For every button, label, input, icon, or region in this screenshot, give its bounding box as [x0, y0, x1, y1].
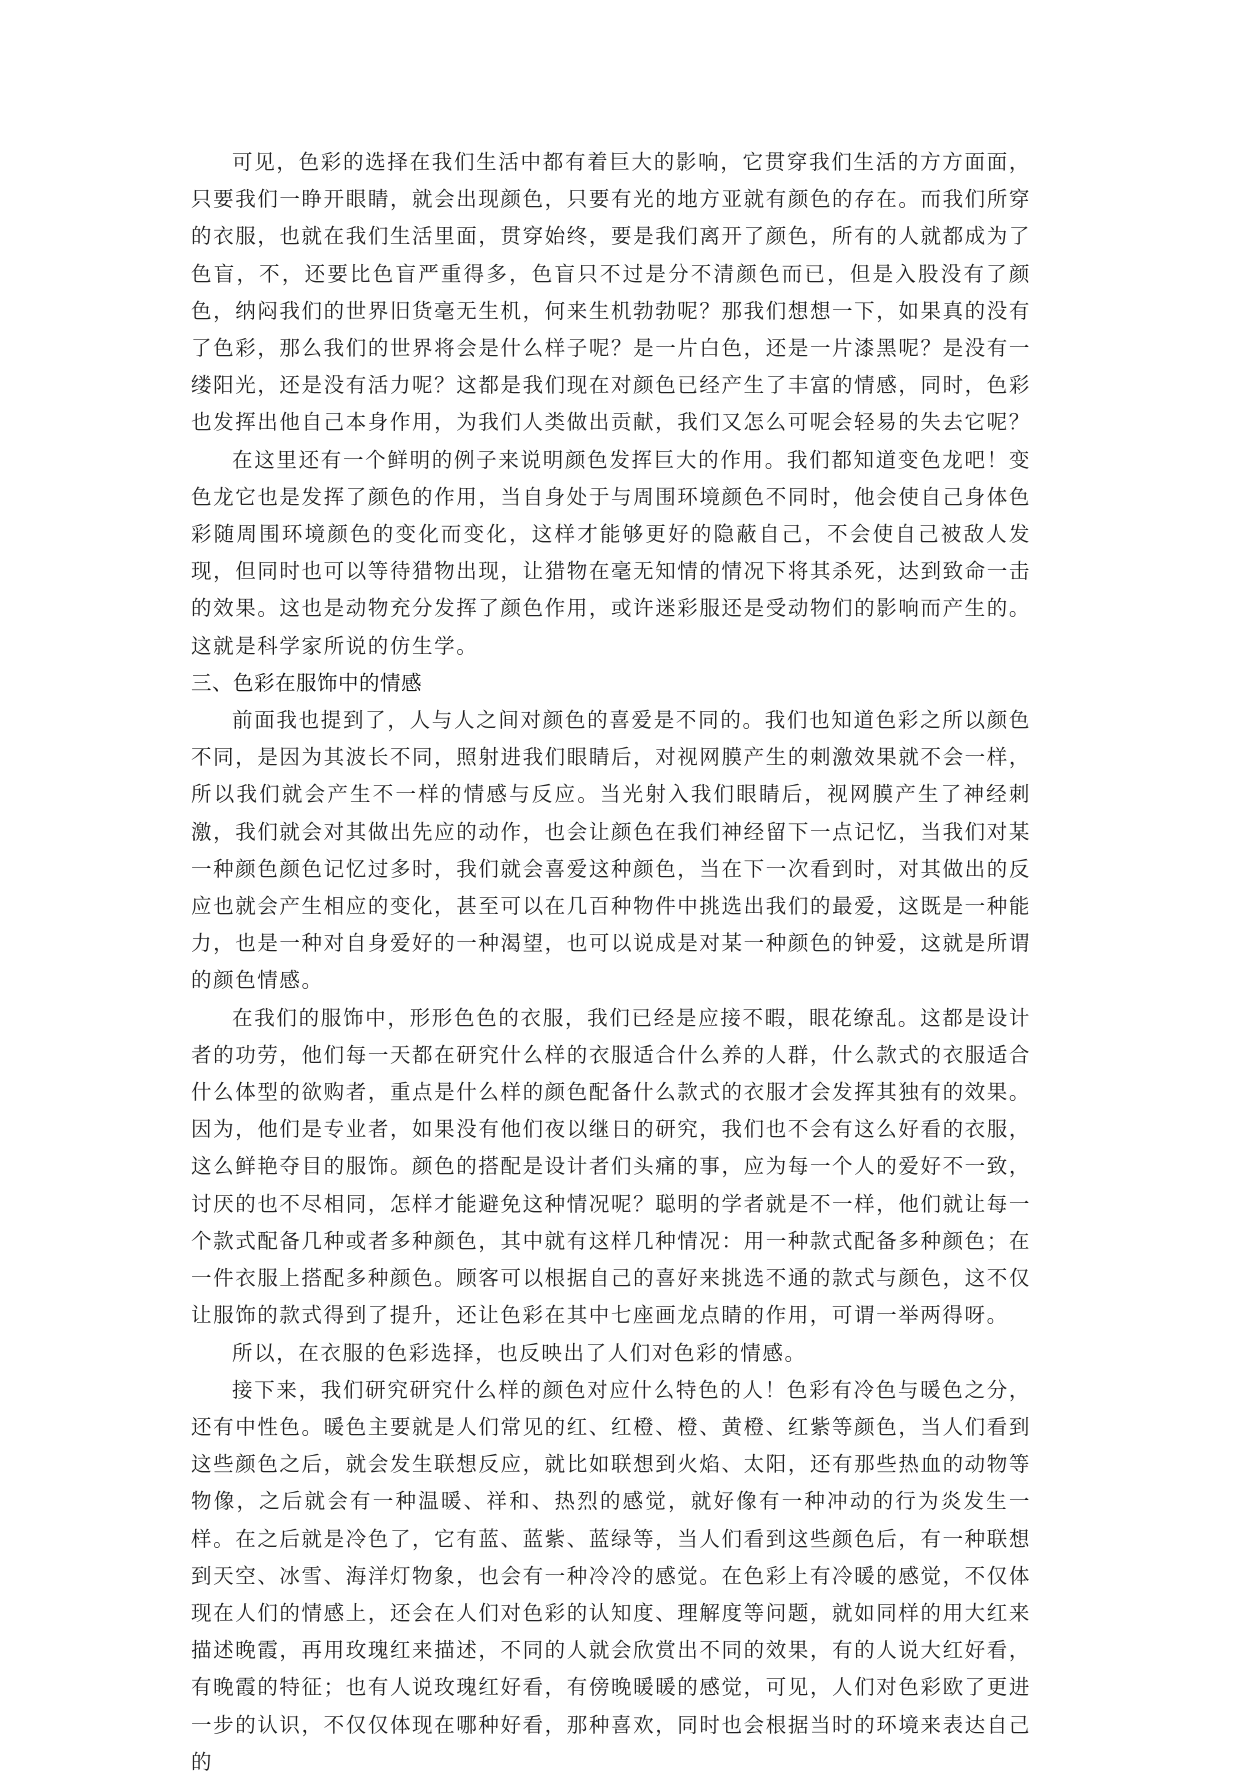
paragraph-color-emotion: 前面我也提到了，人与人之间对颜色的喜爱是不同的。我们也知道色彩之所以颜色不同，是因为其波长不同，照射进我们眼睛后，对视网膜产生的刺激效果就不会一样，所以我们就会产生不一样的情感与反应。当光射入我们眼睛后，视网膜产生了神经刺激，我们就会对其做出先应的动作，也会让颜色在我们神经留下一点记忆，当我们对某一种颜色颜色记忆过多时，我们就会喜爱这种颜色，当在下一次看到时，对其做出的反应也就会产生相应的变化，甚至可以在几百种物件中挑选出我们的最爱，这既是一种能力，也是一种对自身爱好的一种渴望，也可以说成是对某一种颜色的钟爱，这就是所谓的颜色情感。 [191, 708, 1031, 993]
paragraph-clothing-summary: 所以，在衣服的色彩选择，也反映出了人们对色彩的情感。 [232, 1340, 807, 1365]
paragraph-clothing-design: 在我们的服饰中，形形色色的衣服，我们已经是应接不暇，眼花缭乱。这都是设计者的功劳，他们每一天都在研究什么样的衣服适合什么养的人群，什么款式的衣服适合什么体型的欲购者，重点是什么样的颜色配备什么款式的衣服才会发挥其独有的效果。因为，他们是专业者，如果没有他们夜以继日的研究，我们也不会有这么好看的衣服，这么鲜艳夺目的服饰。颜色的搭配是设计者们头痛的事，应为每一个人的爱好不一致，讨厌的也不尽相同，怎样才能避免这种情况呢？聪明的学者就是不一样，他们就让每一个款式配备几种或者多种颜色，其中就有这样几种情况：用一种款式配备多种颜色；在一件衣服上搭配多种颜色。顾客可以根据自己的喜好来挑选不通的款式与颜色，这不仅让服饰的款式得到了提升，还让色彩在其中七座画龙点睛的作用，可谓一举两得呀。 [191, 1005, 1031, 1328]
document-body [191, 144, 1031, 1781]
paragraph-chameleon-example: 在这里还有一个鲜明的例子来说明颜色发挥巨大的作用。我们都知道变色龙吧！变色龙它也是发挥了颜色的作用，当自身处于与周围环境颜色不同时，他会使自己身体色彩随周围环境颜色的变化而变化，这样才能够更好的隐蔽自己，不会使自己被敌人发现，但同时也可以等待猎物出现，让猎物在毫无知情的情况下将其杀死，达到致命一击的效果。这也是动物充分发挥了颜色作用，或许迷彩服还是受动物们的影响而产生的。这就是科学家所说的仿生学。 [191, 447, 1031, 658]
paragraph-color-influence: 可见，色彩的选择在我们生活中都有着巨大的影响，它贯穿我们生活的方方面面，只要我们一睁开眼睛，就会出现颜色，只要有光的地方亚就有颜色的存在。而我们所穿的衣服，也就在我们生活里面，贯穿始终，要是我们离开了颜色，所有的人就都成为了色盲，不，还要比色盲严重得多，色盲只不过是分不清颜色而已，但是入股没有了颜色，纳闷我们的世界旧货毫无生机，何来生机勃勃呢？那我们想想一下，如果真的没有了色彩，那么我们的世界将会是什么样子呢？是一片白色，还是一片漆黑呢？是没有一缕阳光，还是没有活力呢？这都是我们现在对颜色已经产生了丰富的情感，同时，色彩也发挥出他自己本身作用，为我们人类做出贡献，我们又怎么可呢会轻易的失去它呢？ [191, 150, 1031, 435]
section-heading: 三、色彩在服饰中的情感 [191, 670, 422, 695]
paragraph-warm-cool-colors: 接下来，我们研究研究什么样的颜色对应什么特色的人！色彩有冷色与暖色之分，还有中性色。暖色主要就是人们常见的红、红橙、橙、黄橙、红紫等颜色，当人们看到这些颜色之后，就会发生联想反应，就比如联想到火焰、太阳，还有那些热血的动物等物像，之后就会有一种温暖、祥和、热烈的感觉，就好像有一种冲动的行为炎发生一样。在之后就是冷色了，它有蓝、蓝紫、蓝绿等，当人们看到这些颜色后，有一种联想到天空、冰雪、海洋灯物象，也会有一种冷冷的感觉。在色彩上有冷暖的感觉，不仅体现在人们的情感上，还会在人们对色彩的认知度、理解度等问题，就如同样的用大红来描述晚霞，再用玫瑰红来描述，不同的人就会欣赏出不同的效果，有的人说大红好看，有晚霞的特征；也有人说玫瑰红好看，有傍晚暖暖的感觉，可见，人们对色彩欧了更进一步的认识，不仅仅体现在哪种好看，那种喜欢，同时也会根据当时的环境来表达自己的 [191, 1377, 1031, 1774]
